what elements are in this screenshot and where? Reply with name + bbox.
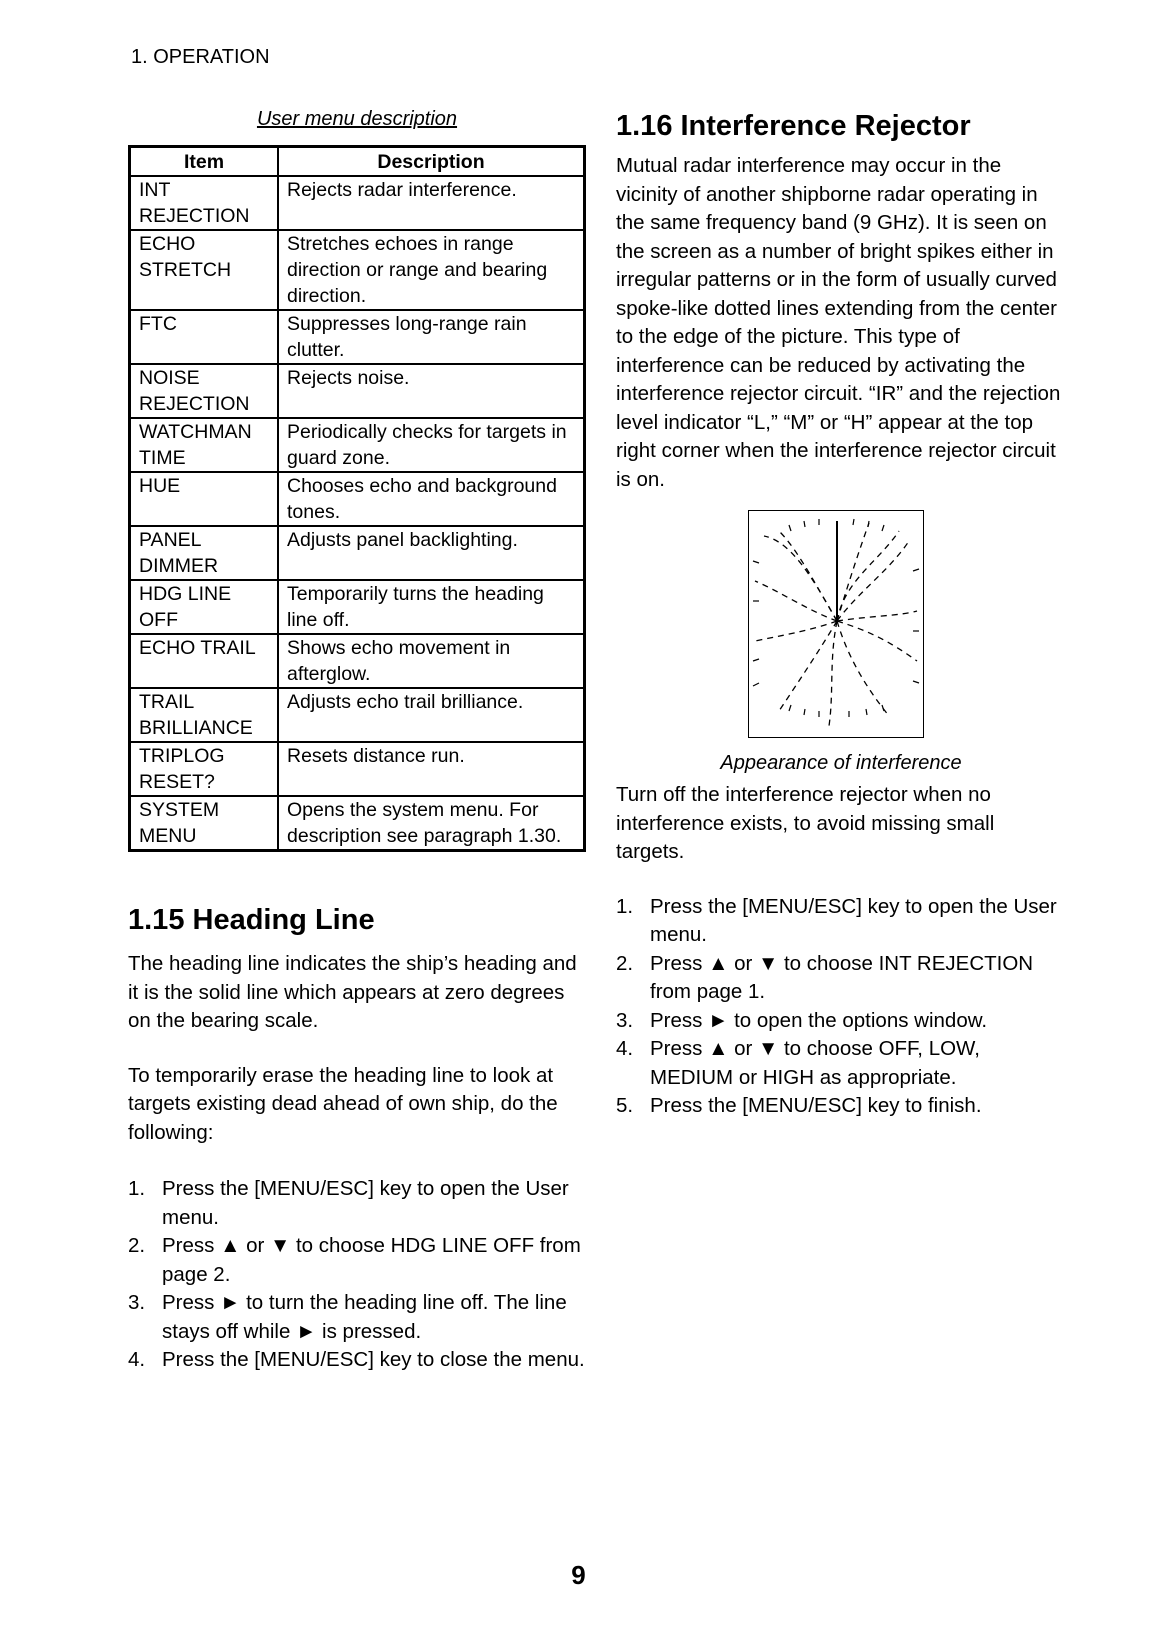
table-row <box>130 364 585 418</box>
table-row <box>130 526 585 580</box>
table-row <box>130 472 585 526</box>
menu-item-name: TRAIL BRILLIANCE <box>130 688 279 742</box>
list-item: 5. Press the [MENU/ESC] key to finish. <box>616 1094 982 1117</box>
table-row <box>130 418 585 472</box>
table-row <box>130 796 585 851</box>
table-row <box>130 742 585 796</box>
table-row <box>130 230 585 310</box>
menu-item-name: WATCHMAN TIME <box>130 418 279 472</box>
running-header: 1. OPERATION <box>131 46 270 68</box>
menu-item-name: PANEL DIMMER <box>130 526 279 580</box>
list-item: 4. Press ▲ or ▼ to choose OFF, LOW, MEDIUM or HIGH as appropriate. <box>616 1037 980 1089</box>
menu-item-name: ECHO STRETCH <box>130 230 279 310</box>
menu-item-name: HDG LINE OFF <box>130 580 279 634</box>
user-menu-table <box>128 145 586 852</box>
interference-steps <box>616 893 1066 1121</box>
list-item: 3. Press ► to open the options window. <box>616 1008 988 1032</box>
left-column <box>128 108 586 1375</box>
list-item: 2. Press ▲ or ▼ to choose INT REJECTION from page 1. <box>616 951 1034 1003</box>
menu-item-name: FTC <box>130 310 279 364</box>
interference-para-1: Mutual radar interference may occur in the vicinity of another shipborne radar operating in the same frequency band (9 GHz). It is seen on the screen as a number of bright spikes either in irregular patterns or in the form of usually curved spoke-like dotted lines extending from the center to the edge of the picture. This type of interference can be reduced by activating the interference rejector circuit. “IR” and the rejection level indicator “L,” “M” or “H” appear at the top right corner when the interference rejector circuit is on. <box>616 154 1061 491</box>
menu-item-description: Suppresses long-range rain clutter. <box>278 310 585 364</box>
menu-item-description: Temporarily turns the heading line off. <box>278 580 585 634</box>
table-row <box>130 688 585 742</box>
menu-item-name: SYSTEM MENU <box>130 796 279 851</box>
list-item: 4. Press the [MENU/ESC] key to close the menu. <box>128 1348 585 1371</box>
menu-item-description: Resets distance run. <box>278 742 585 796</box>
table-row <box>130 310 585 364</box>
right-column <box>616 108 1066 1121</box>
interference-pattern-illustration <box>749 511 923 737</box>
table-row <box>130 176 585 230</box>
menu-item-name: INT REJECTION <box>130 176 279 230</box>
heading-line-para-1: The heading line indicates the ship’s heading and it is the solid line which appears at zero degrees on the bearing scale. <box>128 952 577 1032</box>
menu-item-description: Stretches echoes in range direction or range and bearing direction. <box>278 230 585 310</box>
section-title-heading-line: 1.15 Heading Line <box>128 904 375 936</box>
table-header-row <box>130 147 585 177</box>
list-item: 1. Press the [MENU/ESC] key to open the User menu. <box>616 894 1057 946</box>
menu-item-description: Periodically checks for targets in guard zone. <box>278 418 585 472</box>
menu-item-description: Opens the system menu. For description see paragraph 1.30. <box>278 796 585 851</box>
menu-item-description: Chooses echo and background tones. <box>278 472 585 526</box>
figure-caption: Appearance of interference <box>720 752 962 774</box>
heading-line-para-2: To temporarily erase the heading line to look at targets existing dead ahead of own ship, do the following: <box>128 1063 558 1144</box>
menu-item-description: Shows echo movement in afterglow. <box>278 634 585 688</box>
menu-item-description: Rejects noise. <box>278 364 585 418</box>
heading-line-steps <box>128 1175 586 1375</box>
menu-item-description: Adjusts panel backlighting. <box>278 526 585 580</box>
column-header-item: Item <box>130 147 279 177</box>
menu-item-name: ECHO TRAIL <box>130 634 279 688</box>
menu-item-name: TRIPLOG RESET? <box>130 742 279 796</box>
list-item: 1. Press the [MENU/ESC] key to open the User menu. <box>128 1177 569 1229</box>
list-item: 2. Press ▲ or ▼ to choose HDG LINE OFF from page 2. <box>128 1234 581 1286</box>
menu-item-description: Rejects radar interference. <box>278 176 585 230</box>
table-row <box>130 580 585 634</box>
menu-item-name: NOISE REJECTION <box>130 364 279 418</box>
interference-para-2: Turn off the interference rejector when no interference exists, to avoid missing small targets. <box>616 783 995 863</box>
table-row <box>130 634 585 688</box>
menu-item-description: Adjusts echo trail brilliance. <box>278 688 585 742</box>
menu-item-name: HUE <box>130 472 279 526</box>
section-title-interference: 1.16 Interference Rejector <box>616 110 971 142</box>
interference-figure <box>748 510 924 738</box>
page-number: 9 <box>571 1560 586 1590</box>
column-header-description: Description <box>278 147 585 177</box>
list-item: 3. Press ► to turn the heading line off. The line stays off while ► is pressed. <box>128 1291 567 1343</box>
table-caption: User menu description <box>256 108 458 130</box>
